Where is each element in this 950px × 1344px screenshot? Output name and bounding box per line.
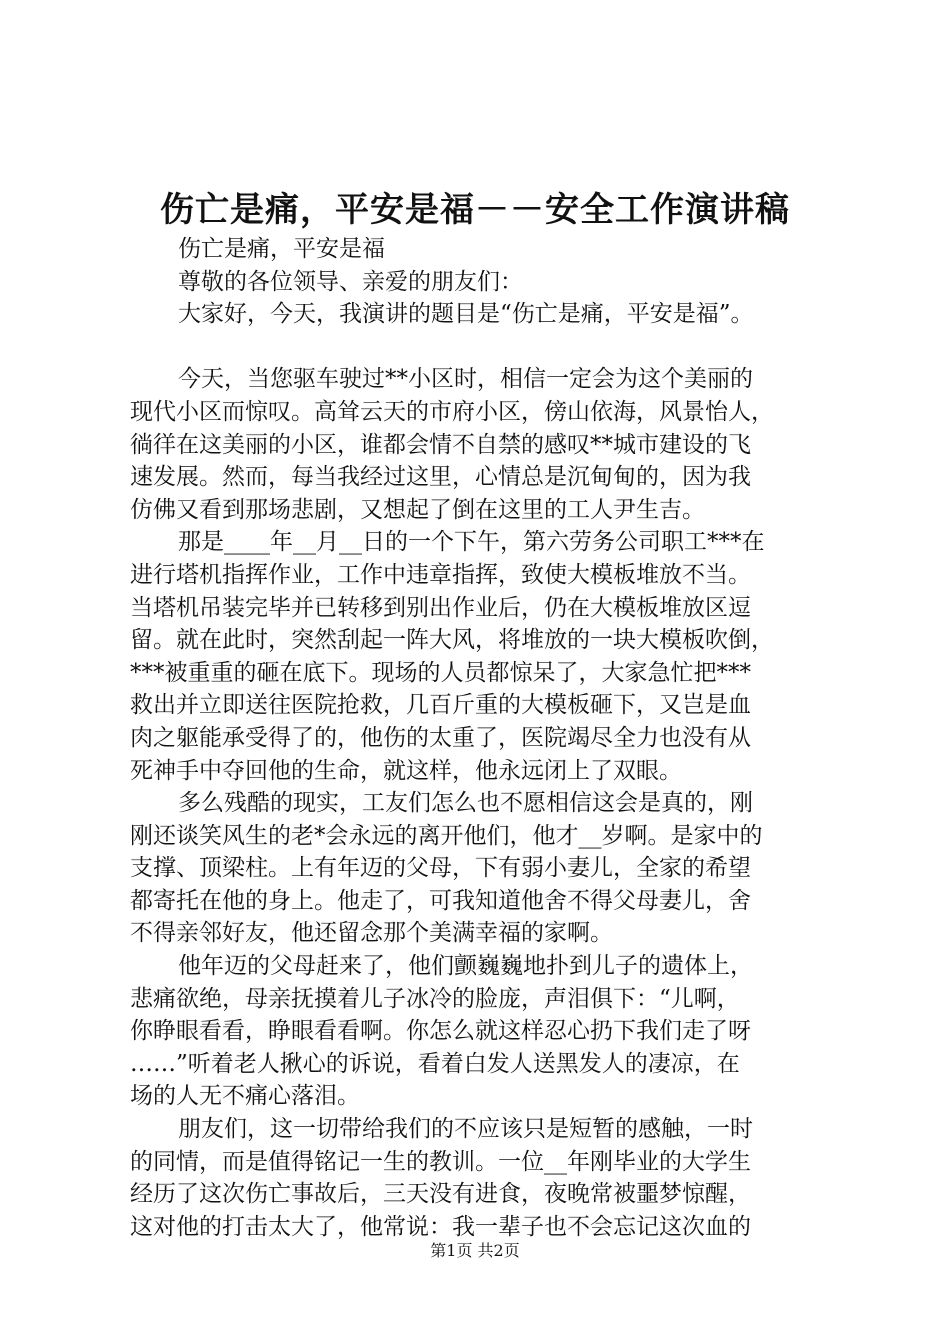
paragraph-line: 现代小区而惊叹。高耸云天的市府小区，傍山依海，风景怡人， [130, 398, 774, 425]
greeting-line: 大家好，今天，我演讲的题目是“伤亡是痛，平安是福”。 [178, 301, 754, 328]
paragraph-line: 肉之躯能承受得了的，他伤的太重了，医院竭尽全力也没有从 [130, 724, 751, 751]
paragraph-line: 刚还谈笑风生的老*会永远的离开他们，他才__岁啊。是家中的 [130, 822, 763, 849]
paragraph-line: 朋友们，这一切带给我们的不应该只是短暂的感触，一时 [178, 1116, 753, 1143]
paragraph-line: ***被重重的砸在底下。现场的人员都惊呆了，大家急忙把*** [130, 659, 751, 686]
paragraph-line: 徜徉在这美丽的小区，谁都会情不自禁的感叹**城市建设的飞 [130, 431, 751, 458]
subtitle-line: 伤亡是痛，平安是福 [178, 236, 385, 262]
paragraph-line: 今天，当您驱车驶过**小区时，相信一定会为这个美丽的 [178, 366, 753, 393]
paragraph-line: 不得亲邻好友，他还留念那个美满幸福的家啊。 [130, 920, 613, 947]
paragraph-line: 速发展。然而，每当我经过这里，心情总是沉甸甸的，因为我 [130, 464, 751, 491]
paragraph-line: 经历了这次伤亡事故后，三天没有进食，夜晚常被噩梦惊醒， [130, 1181, 751, 1208]
paragraph-line: 当塔机吊装完毕并已转移到别出作业后，仍在大模板堆放区逗 [130, 594, 751, 621]
paragraph-line: 支撑、顶梁柱。上有年迈的父母，下有弱小妻儿，全家的希望 [130, 855, 751, 882]
paragraph-line: 都寄托在他的身上。他走了，可我知道他舍不得父母妻儿，舍 [130, 887, 751, 914]
paragraph-line: 仿佛又看到那场悲剧，又想起了倒在这里的工人尹生吉。 [130, 496, 705, 523]
paragraph-4 [130, 950, 835, 1113]
paragraph-line: 场的人无不痛心落泪。 [130, 1083, 360, 1110]
paragraph-1 [130, 363, 835, 526]
paragraph-line: 这对他的打击太大了，他常说：我一辈子也不会忘记这次血的 [130, 1213, 751, 1240]
paragraph-line: 你睁眼看看，睁眼看看啊。你怎么就这样忍心扔下我们走了呀 [130, 1018, 751, 1045]
blank-line [130, 331, 835, 364]
paragraph-5 [130, 1113, 835, 1243]
paragraph-line: 进行塔机指挥作业，工作中违章指挥，致使大模板堆放不当。 [130, 561, 751, 588]
paragraph-3 [130, 787, 835, 950]
paragraph-line: 救出并立即送往医院抢救，几百斤重的大模板砸下，又岂是血 [130, 692, 751, 719]
page-number-footer: 第1页 共2页 [430, 1241, 520, 1260]
paragraph-line: 死神手中夺回他的生命，就这样，他永远闭上了双眼。 [130, 757, 682, 784]
document-body [130, 233, 835, 1243]
paragraph-line: 那是____年__月__日的一个下午，第六劳务公司职工***在 [178, 529, 765, 556]
document-title: 伤亡是痛，平安是福－－安全工作演讲稿 [160, 190, 790, 230]
salutation-line: 尊敬的各位领导、亲爱的朋友们： [178, 268, 523, 295]
paragraph-line: 悲痛欲绝，母亲抚摸着儿子冰冷的脸庞，声泪俱下：“儿啊， [130, 985, 740, 1012]
paragraph-line: 的同情，而是值得铭记一生的教训。一位__年刚毕业的大学生 [130, 1148, 751, 1175]
paragraph-line: 他年迈的父母赶来了，他们颤巍巍地扑到儿子的遗体上， [178, 953, 753, 980]
paragraph-line: 多么残酷的现实，工友们怎么也不愿相信这会是真的，刚 [178, 790, 753, 817]
paragraph-2 [130, 526, 835, 787]
paragraph-line: 留。就在此时，突然刮起一阵大风，将堆放的一块大模板吹倒， [130, 627, 774, 654]
paragraph-line: ……”听着老人揪心的诉说，看着白发人送黑发人的凄凉，在 [130, 1050, 740, 1077]
